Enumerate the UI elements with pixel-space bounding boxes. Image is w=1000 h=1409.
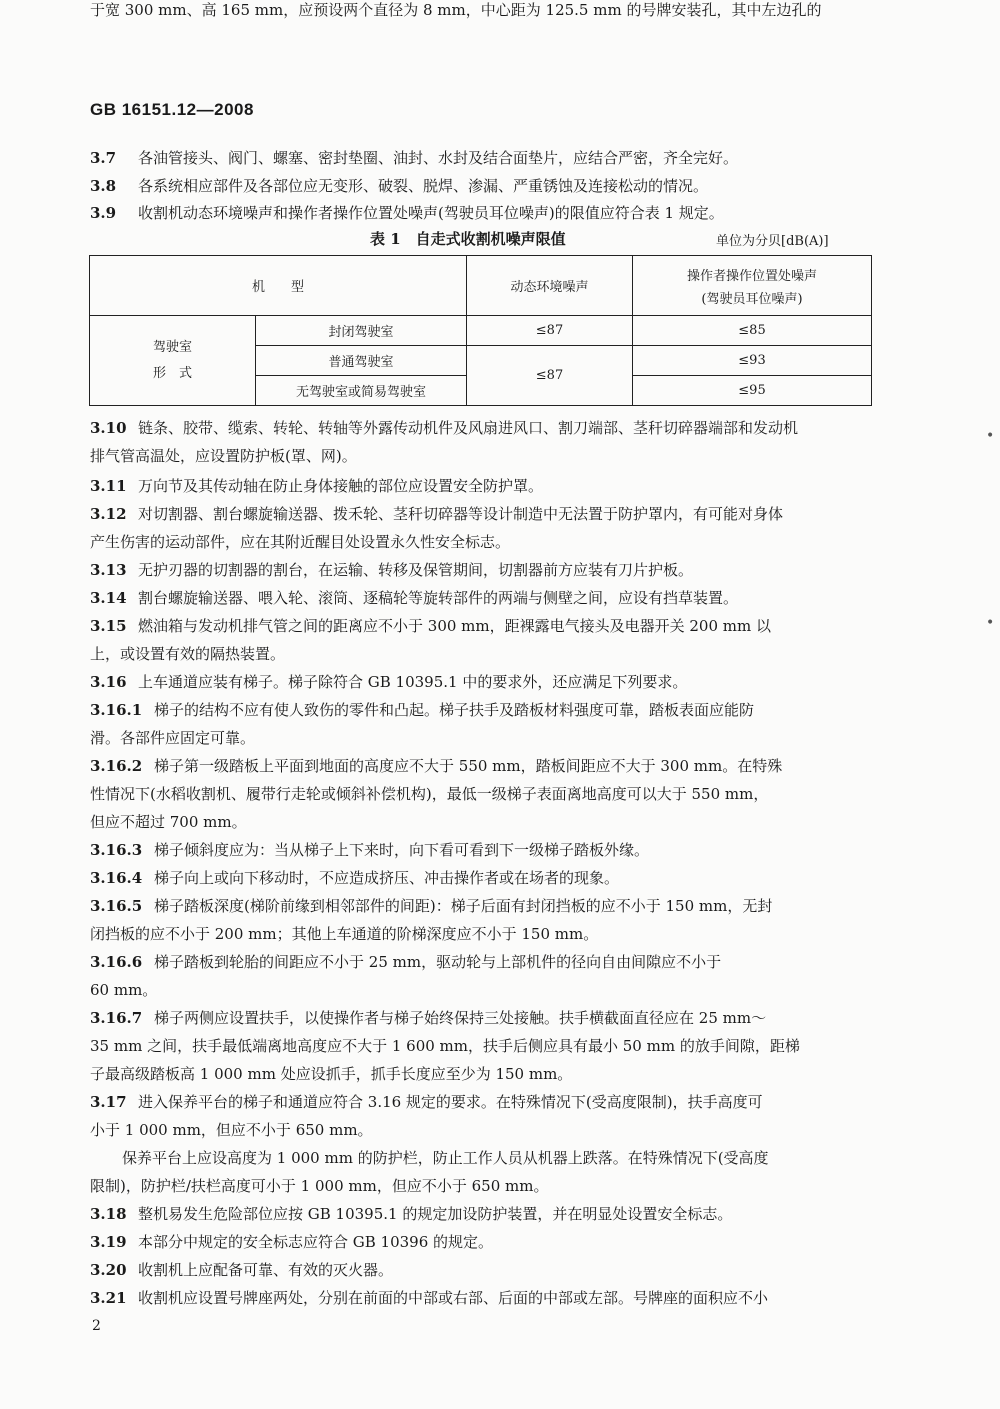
clause-text: 上，或设置有效的隔热装置。 xyxy=(90,645,286,663)
clause-text: 子最高级踏板高 1 000 mm 处应设抓手，抓手长度应至少为 150 mm。 xyxy=(90,1065,573,1083)
clause-continuation xyxy=(90,1036,800,1056)
header-dynamic-noise: 动态环境噪声 xyxy=(467,256,633,316)
clause-text: 上车通道应装有梯子。梯子除符合 GB 10395.1 中的要求外，还应满足下列要求。 xyxy=(138,673,688,691)
clause-continuation xyxy=(90,1176,548,1196)
clause-text: 本部分中规定的安全标志应符合 GB 10396 的规定。 xyxy=(138,1233,494,1251)
clause-number: 3.16.4 xyxy=(90,869,143,887)
clause-text: 对切割器、割台螺旋输送器、拨禾轮、茎秆切碎器等设计制造中无法置于防护罩内，有可能对身体 xyxy=(138,505,784,523)
clause-continuation xyxy=(90,924,598,944)
clause-text: 梯子倾斜度应为：当从梯子上下来时，向下看可看到下一级梯子踏板外缘。 xyxy=(154,841,650,859)
clause-text: 闭挡板的应不小于 200 mm；其他上车通道的阶梯深度应不小于 150 mm。 xyxy=(90,925,599,943)
clause-number: 3.12 xyxy=(90,505,127,523)
clause-text: 性情况下(水稻收割机、履带行走轮或倾斜补偿机构)，最低一级梯子表面离地高度可以大于 550 mm， xyxy=(90,785,769,803)
clause-number: 3.16.2 xyxy=(90,757,143,775)
scan-mark: • xyxy=(986,428,995,444)
clause-text: 各系统相应部件及各部位应无变形、破裂、脱焊、渗漏、严重锈蚀及连接松动的情况。 xyxy=(138,177,709,195)
clause-text: 梯子的结构不应有使人致伤的零件和凸起。梯子扶手及踏板材料强度可靠，踏板表面应能防 xyxy=(154,701,755,719)
clause-text: 于宽 300 mm、高 165 mm，应预设两个直径为 8 mm，中心距为 125.5 mm 的号牌安装孔，其中左边孔的 xyxy=(90,1,822,19)
cab-type-cell: 封闭驾驶室 xyxy=(256,316,467,346)
clause-line xyxy=(90,418,798,438)
clause-text: 限制)，防护栏/扶栏高度可小于 1 000 mm，但应不小于 650 mm。 xyxy=(90,1177,549,1195)
clause-3-7 xyxy=(90,148,738,168)
cab-type-cell: 普通驾驶室 xyxy=(256,346,467,376)
page-number: 2 xyxy=(92,1318,101,1334)
clause-number: 3.8 xyxy=(90,177,117,195)
clause-number: 3.7 xyxy=(90,149,117,167)
clause-continuation xyxy=(90,0,821,20)
clause-line xyxy=(90,840,649,860)
clause-line xyxy=(90,504,783,524)
standard-header: GB 16151.12—2008 xyxy=(90,100,254,119)
clause-text: 链条、胶带、缆索、转轮、转轴等外露传动机件及风扇进风口、割刀端部、茎秆切碎器端部和发动机 xyxy=(138,419,799,437)
clause-text: 燃油箱与发动机排气管之间的距离应不小于 300 mm，距裸露电气接头及电器开关 200 mm 以 xyxy=(138,617,771,635)
clause-text: 排气管高温处，应设置防护板(罩、网)。 xyxy=(90,447,357,465)
clause-line xyxy=(90,868,619,888)
clause-number: 3.17 xyxy=(90,1093,127,1111)
clause-number: 3.21 xyxy=(90,1289,127,1307)
clause-text: 收割机动态环境噪声和操作者操作位置处噪声(驾驶员耳位噪声)的限值应符合表 1 规定。 xyxy=(138,204,724,222)
clause-number: 3.16.5 xyxy=(90,897,143,915)
clause-continuation xyxy=(122,1148,769,1168)
clause-text: 梯子第一级踏板上平面到地面的高度应不大于 550 mm，踏板间距应不大于 300 mm。在特殊 xyxy=(154,757,783,775)
clause-text: 但应不超过 700 mm。 xyxy=(90,813,247,831)
clause-line xyxy=(90,1008,766,1028)
clause-text: 小于 1 000 mm，但应不小于 650 mm。 xyxy=(90,1121,373,1139)
row-group-cab-type: 驾驶室 形 式 xyxy=(90,316,256,406)
clause-number: 3.9 xyxy=(90,204,117,222)
clause-3-8 xyxy=(90,176,708,196)
noise-limit-table xyxy=(89,255,872,406)
clause-continuation xyxy=(90,644,285,664)
clause-text: 梯子两侧应设置扶手，以使操作者与梯子始终保持三处接触。扶手横截面直径应在 25 mm～ xyxy=(154,1009,767,1027)
clause-number: 3.14 xyxy=(90,589,127,607)
clause-line xyxy=(90,672,687,692)
clause-number: 3.16.1 xyxy=(90,701,143,719)
clause-line xyxy=(90,1204,732,1224)
clause-line xyxy=(90,1288,768,1308)
clause-line xyxy=(90,700,754,720)
clause-text: 产生伤害的运动部件，应在其附近醒目处设置永久性安全标志。 xyxy=(90,533,511,551)
clause-number: 3.16 xyxy=(90,673,127,691)
operator-noise-cell: ≤85 xyxy=(633,316,872,346)
clause-number: 3.16.3 xyxy=(90,841,143,859)
clause-number: 3.16.7 xyxy=(90,1009,143,1027)
clause-line xyxy=(90,756,782,776)
clause-text: 35 mm 之间，扶手最低端离地高度应不大于 1 600 mm，扶手后侧应具有最小 50 mm 的放手间隙，距梯 xyxy=(90,1037,800,1055)
clause-line xyxy=(90,588,738,608)
clause-continuation xyxy=(90,728,255,748)
clause-continuation xyxy=(90,1120,373,1140)
clause-text: 保养平台上应设高度为 1 000 mm 的防护栏，防止工作人员从机器上跌落。在特殊情况下(受高度 xyxy=(122,1149,769,1167)
clause-text: 滑。各部件应固定可靠。 xyxy=(90,729,256,747)
clause-text: 收割机应设置号牌座两处，分别在前面的中部或右部、后面的中部或左部。号牌座的面积应不小 xyxy=(138,1289,769,1307)
clause-text: 割台螺旋输送器、喂入轮、滚筒、逐稿轮等旋转部件的两端与侧壁之间，应设有挡草装置。 xyxy=(138,589,739,607)
table-caption: 表 1 自走式收割机噪声限值 xyxy=(370,230,566,248)
clause-line xyxy=(90,1092,763,1112)
operator-noise-cell: ≤93 xyxy=(633,346,872,376)
clause-line xyxy=(90,616,771,636)
clause-line xyxy=(90,952,721,972)
header-operator-noise: 操作者操作位置处噪声 (驾驶员耳位噪声) xyxy=(633,256,872,316)
clause-text: 无护刃器的切割器的割台，在运输、转移及保管期间，切割器前方应装有刀片护板。 xyxy=(138,561,694,579)
clause-text: 收割机上应配备可靠、有效的灭火器。 xyxy=(138,1261,394,1279)
clause-number: 3.20 xyxy=(90,1261,127,1279)
clause-line xyxy=(90,560,693,580)
clause-text: 整机易发生危险部位应按 GB 10395.1 的规定加设防护装置，并在明显处设置安全标志。 xyxy=(138,1205,733,1223)
clause-text: 各油管接头、阀门、螺塞、密封垫圈、油封、水封及结合面垫片，应结合严密，齐全完好。 xyxy=(138,149,739,167)
cab-type-cell: 无驾驶室或简易驾驶室 xyxy=(256,376,467,406)
clause-line xyxy=(90,1232,493,1252)
clause-continuation xyxy=(90,446,357,466)
clause-text: 万向节及其传动轴在防止身体接触的部位应设置安全防护罩。 xyxy=(138,477,544,495)
operator-noise-cell: ≤95 xyxy=(633,376,872,406)
clause-number: 3.10 xyxy=(90,419,127,437)
clause-continuation xyxy=(90,812,247,832)
clause-number: 3.15 xyxy=(90,617,127,635)
clause-3-9 xyxy=(90,203,724,223)
clause-text: 梯子向上或向下移动时，不应造成挤压、冲击操作者或在场者的现象。 xyxy=(154,869,620,887)
table-unit: 单位为分贝[dB(A)] xyxy=(716,234,829,249)
clause-text: 60 mm。 xyxy=(90,981,158,999)
clause-number: 3.19 xyxy=(90,1233,127,1251)
dynamic-noise-cell: ≤87 xyxy=(467,316,633,346)
dynamic-noise-cell: ≤87 xyxy=(467,346,633,406)
clause-number: 3.13 xyxy=(90,561,127,579)
clause-number: 3.16.6 xyxy=(90,953,143,971)
header-model: 机 型 xyxy=(90,256,467,316)
clause-continuation xyxy=(90,1064,572,1084)
clause-number: 3.11 xyxy=(90,477,127,495)
clause-number: 3.18 xyxy=(90,1205,127,1223)
clause-text: 梯子踏板深度(梯阶前缘到相邻部件的间距)：梯子后面有封闭挡板的应不小于 150 mm，无封 xyxy=(154,897,773,915)
clause-line xyxy=(90,1260,393,1280)
clause-line xyxy=(90,476,543,496)
clause-line xyxy=(90,896,772,916)
scan-mark: • xyxy=(986,615,995,631)
clause-text: 梯子踏板到轮胎的间距应不小于 25 mm，驱动轮与上部机件的径向自由间隙应不小于 xyxy=(154,953,722,971)
clause-continuation xyxy=(90,980,157,1000)
clause-continuation xyxy=(90,784,768,804)
clause-text: 进入保养平台的梯子和通道应符合 3.16 规定的要求。在特殊情况下(受高度限制)，扶手高度可 xyxy=(138,1093,763,1111)
clause-continuation xyxy=(90,532,510,552)
